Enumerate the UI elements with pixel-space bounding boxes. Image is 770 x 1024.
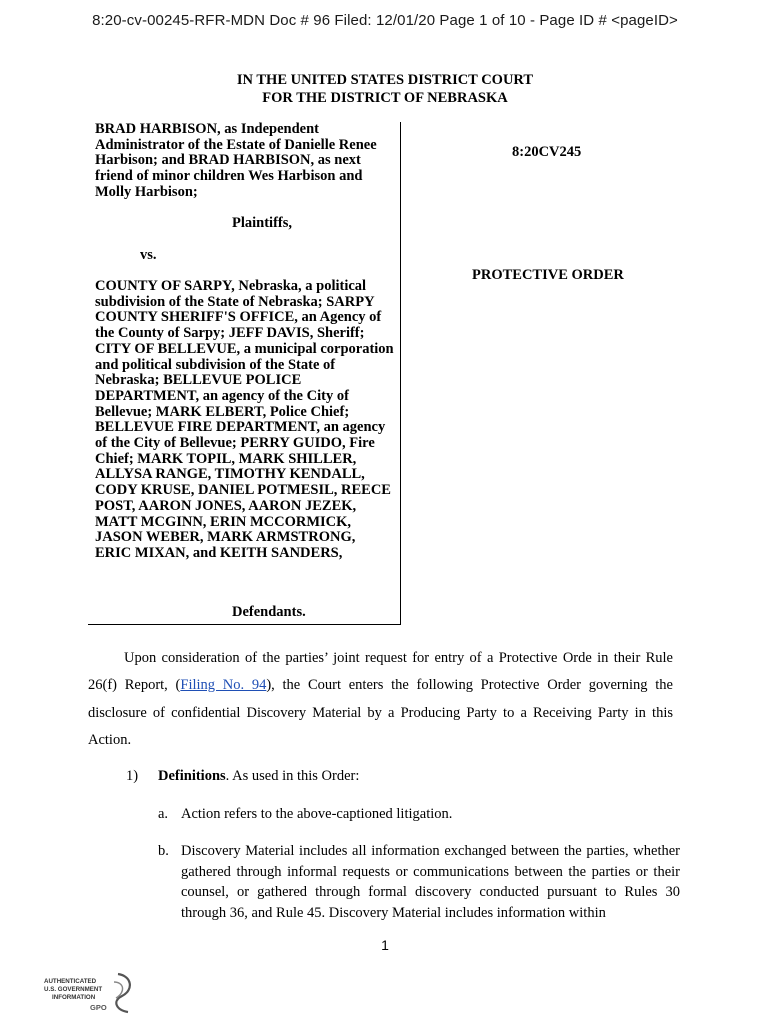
definitions-heading-bold: Definitions (158, 768, 226, 784)
caption-horizontal-divider (88, 624, 401, 625)
definitions-heading-rest: . As used in this Order: (225, 768, 360, 784)
seal-eagle-swoosh-icon (116, 974, 130, 1012)
definition-item-text: Action refers to the above-captioned litigation. (181, 806, 453, 822)
filing-header-stamp: 8:20-cv-00245-RFR-MDN Doc # 96 Filed: 12/01/20 Page 1 of 10 - Page ID # <pageID> (92, 12, 678, 29)
definition-item (158, 804, 680, 825)
seal-text-information: INFORMATION (52, 994, 96, 1001)
definition-item (158, 841, 680, 923)
intro-text-after-link: ), the Court enters the following Protective Order governing the disclosure of confidential Discovery Material by a Producing Party to a Receiving Party in this Action. (88, 677, 673, 748)
court-title-line-2: FOR THE DISTRICT OF NEBRASKA (262, 90, 508, 106)
versus-label: vs. (140, 247, 157, 263)
filing-link[interactable]: Filing No. 94 (180, 677, 267, 694)
defendants-label: Defendants. (232, 604, 306, 620)
intro-text-before-link: Upon consideration of the parties’ joint request for entry of a Protective Orde in their Rule 26(f) Report, ( (88, 650, 673, 694)
seal-text-government: U.S. GOVERNMENT (44, 986, 103, 993)
gpo-authentication-seal (40, 970, 140, 1016)
caption-vertical-divider (400, 122, 401, 624)
seal-text-gpo: GPO (90, 1003, 107, 1012)
order-title: PROTECTIVE ORDER (472, 267, 624, 283)
caption-defendants: COUNTY OF SARPY, Nebraska, a political subdivision of the State of Nebraska; SARPY COUNTY SHERIFF'S OFFICE, an Agency of the County of Sarpy; JEFF DAVIS, Sheriff; CITY OF BELLEVUE, a municipal corporation and political subdivision of the State of Nebraska; BELLEVUE POLICE DEPARTMENT, an agency of the City of Bellevue; MARK ELBERT, Police Chief; BELLEVUE FIRE DEPARTMENT, an agency of the City of Bellevue; PERRY GUIDO, Fire Chief; MARK TOPIL, MARK SHILLER, ALLYSA RANGE, TIMOTHY KENDALL, CODY KRUSE, DANIEL POTMESIL, REECE POST, AARON JONES, AARON JEZEK, MATT MCGINN, ERIN MCCORMICK, JASON WEBER, MARK ARMSTRONG, ERIC MIXAN, and KEITH SANDERS, (95, 278, 394, 561)
definitions-number: 1) (126, 768, 139, 784)
intro-paragraph (88, 645, 673, 754)
definition-item-label: a. (158, 806, 169, 822)
definition-item-text: Discovery Material includes all information exchanged between the parties, whether gathered through informal requests or communications between the parties or their counsel, or gathered through formal discovery conducted pursuant to Rules 30 through 36, and Rule 45. Discovery Material includes information within (181, 843, 680, 921)
plaintiffs-label: Plaintiffs, (232, 215, 293, 231)
page-number: 1 (381, 937, 389, 953)
seal-text-authenticated: AUTHENTICATED (44, 978, 97, 985)
court-title-line-1: IN THE UNITED STATES DISTRICT COURT (236, 72, 534, 88)
definition-item-label: b. (158, 843, 169, 859)
court-title (0, 71, 770, 107)
case-number: 8:20CV245 (512, 144, 582, 160)
caption-plaintiffs: BRAD HARBISON, as Independent Administrator of the Estate of Danielle Renee Harbison; and BRAD HARBISON, as next friend of minor children Wes Harbison and Molly Harbison; (95, 121, 377, 200)
definitions-heading (126, 768, 359, 785)
